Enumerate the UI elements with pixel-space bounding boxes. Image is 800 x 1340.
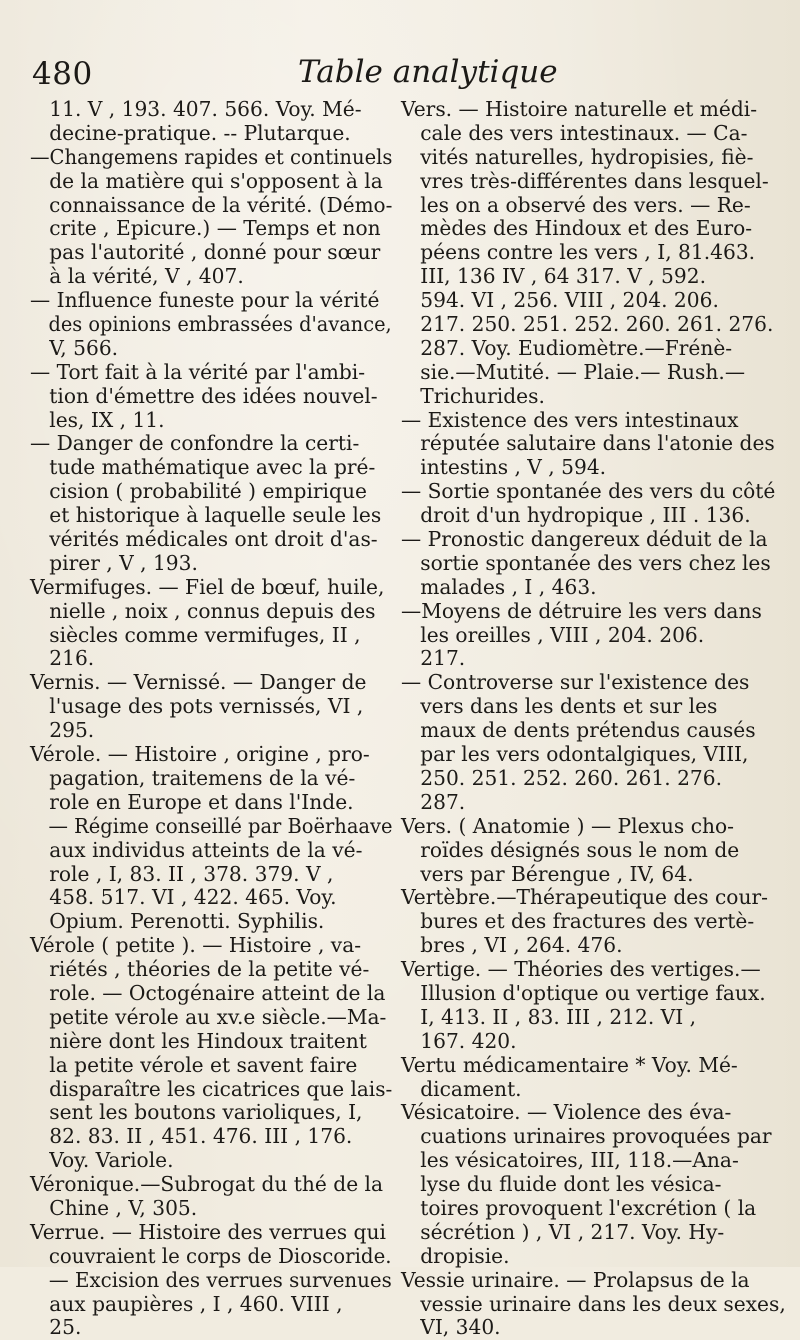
- right-column-line: cuations urinaires provoquées par: [401, 1124, 772, 1149]
- right-column-line: cale des vers intestinaux. — Ca-: [401, 120, 748, 145]
- left-column-line: tude mathématique avec la pré-: [30, 455, 376, 480]
- right-column-line: — Sortie spontanée des vers du côté: [401, 479, 776, 504]
- right-column: [401, 98, 796, 1340]
- right-column-line: 167. 420.: [401, 1028, 517, 1053]
- right-column-line: III, 136 IV , 64 317. V , 592.: [401, 264, 707, 289]
- left-column-line: 11. V , 193. 407. 566. Voy. Mé-: [30, 97, 362, 121]
- left-column-line: couvraient le corps de Dioscoride.: [30, 1243, 392, 1268]
- right-column-line: droit d'un hydropique , III . 136.: [401, 503, 751, 528]
- right-column-line: toires provoquent l'excrétion ( la: [401, 1195, 757, 1220]
- right-column-line: dropisie.: [401, 1243, 510, 1268]
- left-column-line: 458. 517. VI , 422. 465. Voy.: [30, 885, 337, 910]
- right-column-line: mèdes des Hindoux et des Euro-: [401, 216, 753, 241]
- right-column-line: 250. 251. 252. 260. 261. 276.: [401, 765, 723, 790]
- left-column-line: Chine , V, 305.: [30, 1195, 198, 1220]
- right-column-line: Illusion d'optique ou vertige faux.: [401, 980, 766, 1005]
- left-column-line: Vérole ( petite ). — Histoire , va-: [30, 933, 362, 958]
- right-column-line: 287.: [401, 789, 466, 814]
- right-column-line: Vers. — Histoire naturelle et médi-: [401, 97, 758, 121]
- right-column-line: vités naturelles, hydropisies, fiè-: [401, 144, 754, 169]
- left-column-line: des opinions embrassées d'avance,: [30, 312, 392, 337]
- right-column-line: 217. 250. 251. 252. 260. 261. 276.: [401, 312, 774, 337]
- left-column-line: role. — Octogénaire atteint de la: [30, 980, 386, 1005]
- right-column-line: Vertu médicamentaire * Voy. Mé-: [401, 1052, 738, 1077]
- left-column-line: pirer , V , 193.: [30, 550, 198, 575]
- left-column-line: 216.: [30, 646, 95, 671]
- right-column-line: — Controverse sur l'existence des: [401, 670, 750, 695]
- right-column-line: 594. VI , 256. VIII , 204. 206.: [401, 288, 719, 313]
- right-column-line: intestins , V , 594.: [401, 455, 607, 480]
- right-column-line: bures et des fractures des vertè-: [401, 909, 755, 934]
- left-column-line: Vernis. — Vernissé. — Danger de: [30, 670, 367, 695]
- right-column-line: vers dans les dents et sur les: [401, 694, 718, 719]
- running-title: Table analytique: [298, 54, 558, 90]
- right-column-line: Vésicatoire. — Violence des éva-: [401, 1100, 732, 1125]
- right-column-line: les vésicatoires, III, 118.—Ana-: [401, 1148, 739, 1173]
- right-column-line: les oreilles , VIII , 204. 206.: [401, 622, 705, 647]
- page-number: 480: [32, 56, 93, 92]
- left-column-line: — Régime conseillé par Boërhaave: [30, 813, 393, 838]
- right-column-line: sortie spontanée des vers chez les: [401, 550, 771, 575]
- right-column-line: Trichurides.: [401, 383, 545, 408]
- left-column-line: les, IX , 11.: [30, 407, 165, 432]
- left-column-line: vérités médicales ont droit d'as-: [30, 527, 378, 552]
- left-column-line: Vérole. — Histoire , origine , pro-: [30, 742, 370, 767]
- left-column-line: 25.: [30, 1315, 82, 1340]
- right-column-line: vres très-différentes dans lesquel-: [401, 168, 769, 193]
- left-column-line: petite vérole au xv.e siècle.—Ma-: [30, 1004, 387, 1029]
- right-column-line: vessie urinaire dans les deux sexes,: [401, 1291, 786, 1316]
- left-column-line: 82. 83. II , 451. 476. III , 176.: [30, 1124, 353, 1149]
- left-column-line: connaissance de la vérité. (Démo-: [30, 192, 393, 217]
- right-column-line: Vertèbre.—Thérapeutique des cour-: [401, 885, 768, 910]
- right-column-line: Vertige. — Théories des vertiges.—: [401, 957, 761, 982]
- left-column-line: — Influence funeste pour la vérité: [30, 288, 380, 313]
- page-header: [30, 50, 800, 100]
- right-column-line: dicament.: [401, 1076, 522, 1101]
- right-column-line: vers par Bérengue , IV, 64.: [401, 861, 694, 886]
- left-column-line: cision ( probabilité ) empirique: [30, 479, 367, 504]
- right-column-line: les on a observé des vers. — Re-: [401, 192, 751, 217]
- left-column-line: 295.: [30, 718, 95, 743]
- right-column-line: VI, 340.: [401, 1315, 501, 1340]
- left-column-line: V, 566.: [30, 335, 119, 360]
- left-column-line: l'usage des pots vernissés, VI ,: [30, 694, 364, 719]
- left-column-line: Opium. Perenotti. Syphilis.: [30, 909, 325, 934]
- right-column-line: lyse du fluide dont les vésica-: [401, 1172, 722, 1197]
- right-column-line: Vers. ( Anatomie ) — Plexus cho-: [401, 813, 734, 838]
- right-column-line: 217.: [401, 646, 466, 671]
- left-column-line: Voy. Variole.: [30, 1148, 174, 1173]
- right-column-line: péens contre les vers , I, 81.463.: [401, 240, 756, 265]
- right-column-line: par les vers odontalgiques, VIII,: [401, 742, 749, 767]
- right-column-line: sie.—Mutité. — Plaie.— Rush.—: [401, 359, 746, 384]
- right-column-line: maux de dents prétendus causés: [401, 718, 756, 743]
- right-column-line: —Moyens de détruire les vers dans: [401, 598, 762, 623]
- right-column-line: réputée salutaire dans l'atonie des: [401, 431, 775, 456]
- right-column-line: malades , I , 463.: [401, 574, 597, 599]
- right-column-line: 287. Voy. Eudiomètre.—Frénè-: [401, 335, 733, 360]
- right-column-line: sécrétion ) , VI , 217. Voy. Hy-: [401, 1219, 725, 1244]
- right-column-line: Vessie urinaire. — Prolapsus de la: [401, 1267, 750, 1292]
- left-column-line: — Tort fait à la vérité par l'ambi-: [30, 359, 366, 384]
- left-column-line: à la vérité, V , 407.: [30, 264, 244, 289]
- left-column-line: crite , Epicure.) — Temps et non: [30, 216, 381, 241]
- left-column-line: siècles comme vermifuges, II ,: [30, 622, 361, 647]
- right-column-line: roïdes désignés sous le nom de: [401, 837, 740, 862]
- left-column-line: disparaître les cicatrices que lais-: [30, 1076, 393, 1101]
- left-column-line: — Danger de confondre la certi-: [30, 431, 360, 456]
- right-column-line: — Pronostic dangereux déduit de la: [401, 527, 768, 552]
- left-column-line: et historique à laquelle seule les: [30, 503, 382, 528]
- left-column-line: Vermifuges. — Fiel de bœuf, huile,: [30, 574, 385, 599]
- right-column-line: I, 413. II , 83. III , 212. VI ,: [401, 1004, 697, 1029]
- left-column-line: de la matière qui s'opposent à la: [30, 168, 383, 193]
- left-column-line: nière dont les Hindoux traitent: [30, 1028, 367, 1053]
- left-column-line: — Excision des verrues survenues: [30, 1267, 392, 1292]
- left-column-line: tion d'émettre des idées nouvel-: [30, 383, 378, 408]
- left-column-line: Verrue. — Histoire des verrues qui: [30, 1219, 386, 1244]
- left-column-line: pas l'autorité , donné pour sœur: [30, 240, 381, 265]
- left-column-line: Véronique.—Subrogat du thé de la: [30, 1172, 384, 1197]
- left-column-line: role en Europe et dans l'Inde.: [30, 789, 354, 814]
- left-column-line: nielle , noix , connus depuis des: [30, 598, 376, 623]
- left-column-line: —Changemens rapides et continuels: [30, 144, 393, 169]
- left-column: [30, 98, 392, 1340]
- left-column-line: aux paupières , I , 460. VIII ,: [30, 1291, 343, 1316]
- left-column-line: sent les boutons varioliques, I,: [30, 1100, 363, 1125]
- left-column-line: decine-pratique. -- Plutarque.: [30, 120, 351, 145]
- left-column-line: aux individus atteints de la vé-: [30, 837, 363, 862]
- left-column-line: pagation, traitemens de la vé-: [30, 765, 356, 790]
- right-column-line: — Existence des vers intestinaux: [401, 407, 739, 432]
- left-column-line: riétés , théories de la petite vé-: [30, 957, 370, 982]
- left-column-line: role , I, 83. II , 378. 379. V ,: [30, 861, 334, 886]
- left-column-line: la petite vérole et savent faire: [30, 1052, 358, 1077]
- right-column-line: bres , VI , 264. 476.: [401, 933, 623, 958]
